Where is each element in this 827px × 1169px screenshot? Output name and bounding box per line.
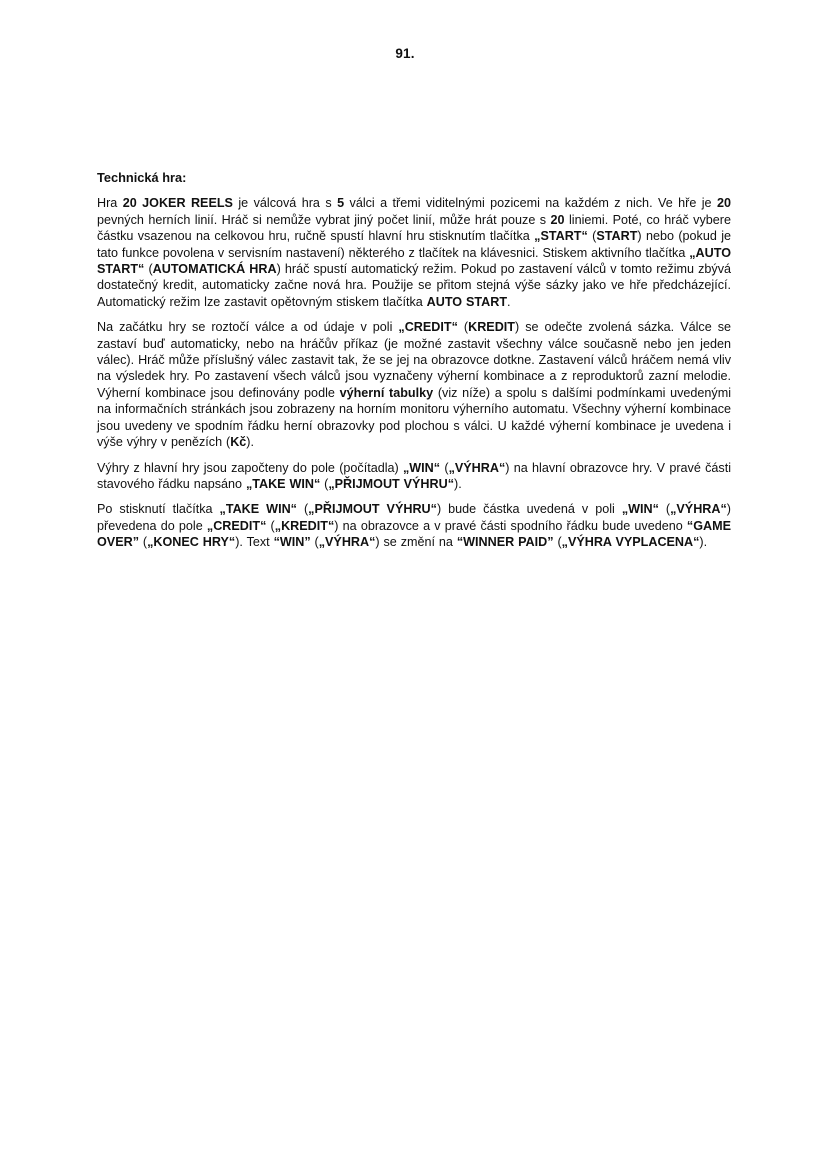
document-body: [97, 170, 731, 560]
paragraph-main-game-2: Na začátku hry se roztočí válce a od údaje v poli „CREDIT“ (KREDIT) se odečte zvolená sázka. Válce se zastaví buď automaticky, nebo na hráčův příkaz (je možné zastavit všechny válce současně nebo jen jeden válec). Hráč může příslušný válec zastavit tak, že se jej na obrazovce dotkne. Zastavení válců hráčem nemá vliv na výsledek hry. Po zastavení všech válců jsou vyznačeny výherní kombinace a z reproduktorů zazní melodie. Výherní kombinace jsou definovány podle výherní tabulky (viz níže) a spolu s dalšími podmínkami uvedenými na informačních stránkách jsou zobrazeny na horním monitoru výherního automatu. Všechny výherní kombinace jsou uvedeny ve spodním řádku herní obrazovky pod plochou s válci. U každé výherní kombinace je uvedena i výše výhry v penězích (Kč).: [97, 320, 732, 450]
paragraph-main-game-1: Hra 20 JOKER REELS je válcová hra s 5 válci a třemi viditelnými pozicemi na každém z nich. Ve hře je 20 pevných herních linií. Hráč si nemůže vybrat jiný počet linií, může hrát pouze s 20 liniemi. Poté, co hráč vybere částku vsazenou na celkovou hru, ručně spustí hlavní hru stisknutím tlačítka „START“ (START) nebo (pokud je tato funkce povolena v servisním nastavení) některého z tlačítek na klávesnici. Stiskem aktivního tlačítka „AUTO START“ (AUTOMATICKÁ HRA) hráč spustí automatický režim. Pokud po zastavení válců v tomto režimu zbývá dostatečný kredit, automaticky začne nová hra. Použije se přitom stejná výše sázky jako ve hře předcházející. Automatický režim lze zastavit opětovným stiskem tlačítka AUTO START.: [97, 196, 732, 309]
page-number: 91.: [395, 46, 415, 61]
paragraph-win-field: Výhry z hlavní hry jsou započteny do pole (počítadla) „WIN“ („VÝHRA“) na hlavní obrazovce hry. V pravé části stavového řádku napsáno „TAKE WIN“ („PŘIJMOUT VÝHRU“).: [97, 460, 732, 491]
paragraph-take-win: Po stisknutí tlačítka „TAKE WIN“ („PŘIJMOUT VÝHRU“) bude částka uvedená v poli „WIN“ („VÝHRA“) převedena do pole „CREDIT“ („KREDIT“) na obrazovce a v pravé části spodního řádku bude uvedeno “GAME OVER” („KONEC HRY“). Text “WIN” („VÝHRA“) se změní na “WINNER PAID” („VÝHRA VYPLACENA“).: [97, 502, 731, 550]
section-heading: Technická hra:: [97, 170, 187, 185]
